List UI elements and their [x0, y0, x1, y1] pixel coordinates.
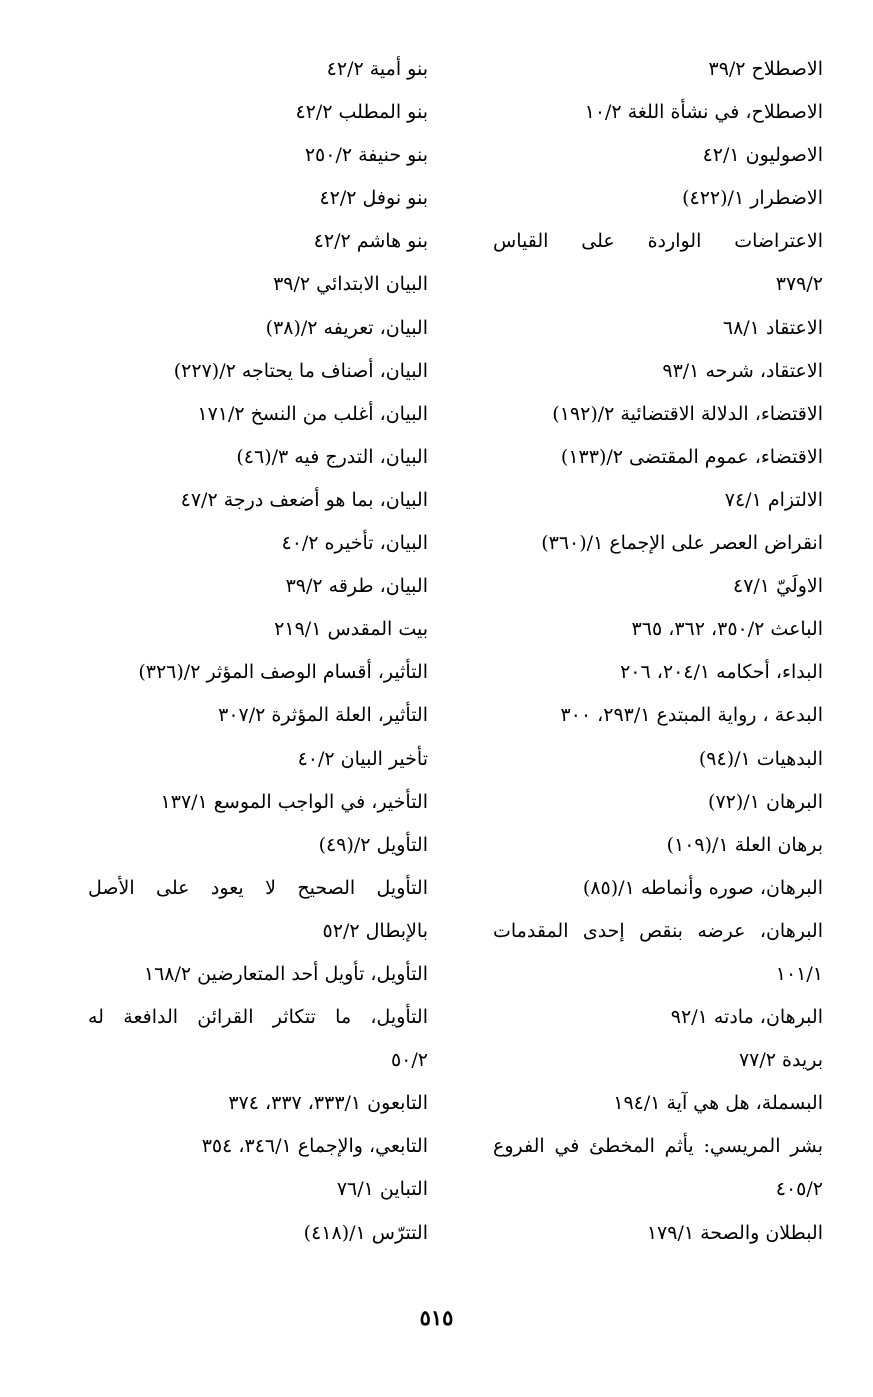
index-entry: الاصطلاح، في نشأة اللغة ١٠/٢ — [584, 101, 823, 124]
index-entry: الاقتضاء، الدلالة الاقتضائية ٢/(١٩٢) — [552, 402, 823, 425]
index-entry: الباعث ٣٥٠/٢، ٣٦٢، ٣٦٥ — [631, 618, 823, 641]
index-entry: بنو هاشم ٤٢/٢ — [313, 230, 428, 253]
index-entry: التترّس ١/(٤١٨) — [303, 1221, 428, 1244]
index-entry: البرهان، مادته ٩٢/١ — [670, 1006, 823, 1029]
index-entry: التابعون ٣٣٣/١، ٣٣٧، ٣٧٤ — [228, 1092, 428, 1115]
index-entry: البيان، أصناف ما يحتاجه ٢/(٢٢٧) — [173, 359, 428, 382]
index-entry: البدعة ، رواية المبتدع ٢٩٣/١، ٣٠٠ — [560, 704, 823, 727]
index-entry: التأخير، في الواجب الموسع ١٣٧/١ — [160, 790, 428, 813]
index-entry: الاولَيّ ٤٧/١ — [733, 575, 823, 598]
index-entry: برهان العلة ١/(١٠٩) — [666, 833, 823, 856]
index-entry: بنو نوفل ٤٢/٢ — [319, 187, 428, 210]
index-entry: البرهان، عرضه بنقص إحدى المقدمات — [493, 919, 823, 942]
index-entry: الاضطرار ١/(٤٢٢) — [682, 187, 823, 210]
index-entry: بيت المقدس ٢١٩/١ — [274, 618, 428, 641]
index-entry: الاقتضاء، عموم المقتضى ٢/(١٣٣) — [560, 445, 823, 468]
index-entry-continuation: ٥٠/٢ — [390, 1049, 428, 1072]
index-entry: البيان الابتدائي ٣٩/٢ — [273, 273, 428, 296]
index-entry: البيان، التدرج فيه ٣/(٤٦) — [236, 445, 428, 468]
index-entry: التابعي، والإجماع ٣٤٦/١، ٣٥٤ — [201, 1135, 428, 1158]
index-entry: البطلان والصحة ١٧٩/١ — [646, 1221, 823, 1244]
index-entry: الاعتراضات الواردة على القياس — [493, 230, 823, 253]
index-column-left — [88, 48, 428, 1255]
index-entry: بنو حنيفة ٢٥٠/٢ — [304, 144, 428, 167]
index-entry: الالتزام ٧٤/١ — [724, 488, 823, 511]
index-entry: الاعتقاد، شرحه ٩٣/١ — [662, 359, 823, 382]
index-entry: التأويل الصحيح لا يعود على الأصل — [88, 876, 428, 899]
index-entry: الاعتقاد ٦٨/١ — [722, 316, 823, 339]
index-entry: بنو أمية ٤٢/٢ — [326, 58, 428, 80]
index-entry: البدهيات ١/(٩٤) — [698, 747, 823, 770]
index-entry: الاصطلاح ٣٩/٢ — [708, 58, 823, 80]
index-entry: التأثير، العلة المؤثرة ٣٠٧/٢ — [218, 704, 428, 727]
index-entry: البسملة، هل هي آية ١٩٤/١ — [613, 1092, 823, 1115]
index-entry: التباين ٧٦/١ — [336, 1178, 428, 1201]
index-entry-continuation: ٣٧٩/٢ — [775, 273, 823, 296]
index-entry: البرهان، صوره وأنماطه ١/(٨٥) — [582, 876, 823, 899]
index-entry: بريدة ٧٧/٢ — [738, 1049, 823, 1072]
index-entry: البيان، طرقه ٣٩/٢ — [285, 575, 428, 598]
index-entry: البيان، تعريفه ٢/(٣٨) — [265, 316, 428, 339]
index-entry-continuation: ١٠١/١ — [775, 962, 823, 985]
index-entry-continuation: ٤٠٥/٢ — [775, 1178, 823, 1201]
index-entry: تأخير البيان ٤٠/٢ — [297, 747, 428, 770]
index-entry: بنو المطلب ٤٢/٢ — [295, 101, 428, 124]
index-entry: البرهان ١/(٧٢) — [708, 790, 823, 813]
index-entry: البيان، تأخيره ٤٠/٢ — [281, 532, 428, 555]
index-entry: البيان، أغلب من النسخ ١٧١/٢ — [197, 402, 428, 425]
index-entry: الاصوليون ٤٢/١ — [702, 144, 823, 167]
index-entry: البداء، أحكامه ٢٠٤/١، ٢٠٦ — [620, 661, 823, 684]
index-entry: التأويل، تأويل أحد المتعارضين ١٦٨/٢ — [143, 962, 428, 985]
index-entry: التأويل ٢/(٤٩) — [318, 833, 428, 856]
index-entry: بشر المريسي: يأثم المخطئ في الفروع — [493, 1135, 823, 1158]
index-column-right — [493, 48, 823, 1255]
index-entry: التأثير، أقسام الوصف المؤثر ٢/(٣٢٦) — [138, 661, 428, 684]
index-entry: التأويل، ما تتكاثر القرائن الدافعة له — [88, 1006, 428, 1029]
index-entry-continuation: بالإبطال ٥٢/٢ — [322, 919, 428, 942]
page-number: ٥١٥ — [419, 1305, 454, 1330]
index-entry: البيان، بما هو أضعف درجة ٤٧/٢ — [180, 488, 428, 511]
index-entry: انقراض العصر على الإجماع ١/(٣٦٠) — [541, 532, 823, 555]
